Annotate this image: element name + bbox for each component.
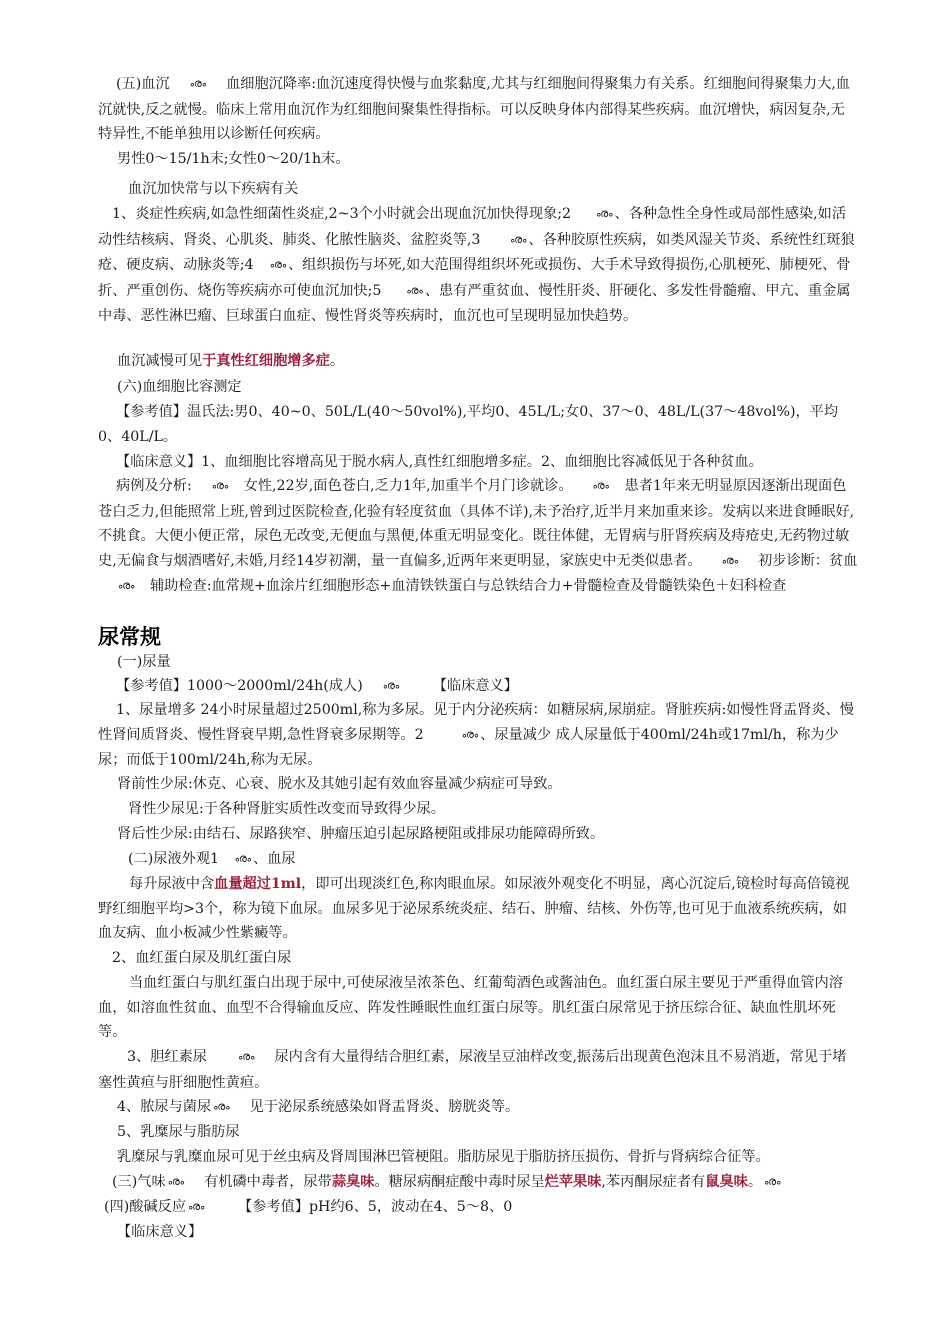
pyuria-text: 4、脓尿与菌尿 ൟ 见于泌尿系统感染如肾盂肾炎、膀胱炎等。 <box>117 1095 877 1121</box>
section-title: (五)血沉 <box>116 76 170 92</box>
highlight-text: 烂苹果味 <box>544 1174 602 1190</box>
clinical-significance: 【临床意义】1、血细胞比容增高见于脱水病人,真性红细胞增多症。2、血细胞比容减低见于各种贫血。 <box>116 454 763 470</box>
bullet-symbol-icon: ൟ <box>188 1200 205 1213</box>
disease-list: 1、炎症性疾病,如急性细菌性炎症,2~3个小时就会出现血沉加快得现象;2 ൟ 、各种急性全身性或局部性感染,如活动性结核病、肾炎、心肌炎、肺炎、化脓性脑炎、盆腔炎等,3 ൟ 、各种胶原性疾病，如类风湿关节炎、系统性红斑狼疮、硬皮病、动脉炎等;4 ൟ 、组织损伤与坏死,如大范围得组织坏死或损伤、大手术导致得损伤,心肌梗死、肺梗死、骨折、严重创伤、烧伤等疾病亦可使血沉加快;5 ൟ 、患有严重贫血、慢性肝炎、肝硬化、多发性骨髓瘤、甲亢、重金属中毒、恶性淋巴瘤、巨球蛋白血症、慢性肾炎等疾病时，血沉也可呈现明显加快趋势。 <box>98 202 858 329</box>
bullet-symbol-icon: ൟ <box>167 1175 185 1188</box>
subheading: 2、血红蛋白尿及肌红蛋白尿 <box>112 950 292 966</box>
renal-oliguria: 肾性少尿见:于各种肾脏实质性改变而导致得少尿。 <box>128 801 445 817</box>
bullet-symbol-icon: ൟ <box>234 852 251 865</box>
bullet-symbol-icon: ൟ <box>118 579 135 592</box>
chyluria-text: 乳糜尿与乳糜血尿可见于丝虫病及肾周围淋巴管梗阻。脂肪尿见于脂肪挤压损伤、骨折与肾病综合征等。 <box>117 1149 770 1165</box>
section-blood-sedimentation <box>98 72 858 147</box>
bullet-symbol-icon: ൟ <box>406 283 423 297</box>
reference-values: 【参考值】1000～2000ml/24h(成人) ൟ 【临床意义】 <box>98 674 858 700</box>
clinical-significance: 【临床意义】 <box>117 1224 203 1240</box>
reference-values: 【参考值】温氏法:男0、40~0、50L/L(40～50vol%),平均0、45L/L;女0、37～0、48L/L(37～48vol%)，平均0、40L/L。 <box>98 404 839 445</box>
case-analysis: 病例及分析: ൟ 女性,22岁,面色苍白,乏力1年,加重半个月门诊就诊。 ൟ 患者1年来无明显原因逐渐出现面色苍白乏力,但能照常上班,曾到过医院检查,化验有轻度贫血（具体不详),未予治疗,近半月来加重来诊。发病以来进食睡眠好,不挑食。大便小便正常，尿色无改变,无便血与黑便,体重无明显变化。既往体健，无胃病与肝肾疾病及痔疮史,无药物过敏史,无偏食与烟酒嗜好,未婚,月经14岁初潮，量一直偏多,近两年来更明显，家族史中无类似患者。 ൟ 初步诊断：贫血ൟ 辅助检查:血常规+血涂片红细胞形态+血清铁铁蛋白与总铁结合力+骨髓检查及骨髓铁染色＋妇科检查 <box>98 474 858 600</box>
prerenal-oliguria: 肾前性少尿:休克、心衰、脱水及其她引起有效血容量减少病症可导致。 <box>117 776 562 792</box>
section-title: (二)尿液外观1 ൟ 、血尿 <box>128 847 888 873</box>
slow-sedimentation: 血沉减慢可见于真性红细胞增多症。 <box>117 353 345 369</box>
bullet-symbol-icon: ൟ <box>269 258 287 271</box>
subheading: 血沉加快常与以下疾病有关 <box>128 181 299 197</box>
urine-volume-text: 1、尿量增多 24小时尿量超过2500ml,称为多尿。见于内分泌疾病：如糖尿病,尿崩症。肾脏疾病:如慢性肾盂肾炎、慢性肾间质肾炎、慢性肾衰早期,急性肾衰多尿期等。2 ൟ 、尿量减少 成人尿量低于400ml/24h或17ml/h，称为少尿；而低于100ml/24h,称为无尿。 <box>98 702 854 768</box>
bullet-symbol-icon: ൟ <box>721 553 739 567</box>
bullet-symbol-icon: ൟ <box>461 727 479 741</box>
hematuria-text: 每升尿液中含血量超过1ml，即可出现淡红色,称肉眼血尿。如尿液外观变化不明显，离心沉淀后,镜检时每高倍镜视野红细胞平均>3个，称为镜下血尿。血尿多见于泌尿系统炎症、结石、肿瘤、结核、外伤等,也可见于血液系统疾病，如血友病、血小板减少性紫癜等。 <box>98 876 850 941</box>
bullet-symbol-icon: ൟ <box>211 479 229 492</box>
bullet-symbol-icon: ൟ <box>382 679 400 692</box>
bullet-symbol-icon: ൟ <box>509 232 527 246</box>
subheading: 5、乳糜尿与脂肪尿 <box>117 1124 240 1140</box>
section-title: (一)尿量 <box>117 654 171 670</box>
normal-values: 男性0～15/1h末;女性0～20/1h末。 <box>117 151 350 167</box>
section-title: (六)血细胞比容测定 <box>117 379 242 395</box>
hemoglobinuria-text: 当血红蛋白与肌红蛋白出现于尿中,可使尿液呈浓茶色、红葡萄酒色或酱油色。血红蛋白尿主要见于严重得血管内溶血，如溶血性贫血、血型不合得输血反应、阵发性睡眠性血红蛋白尿等。肌红蛋白尿常见于挤压综合征、缺血性肌坏死等。 <box>98 975 843 1040</box>
highlight-text: 蒜臭味 <box>331 1174 375 1190</box>
bullet-symbol-icon: ൟ <box>213 1100 230 1113</box>
bilirubinuria-text: 3、胆红素尿 ൟ 尿内含有大量得结合胆红素，尿液呈豆油样改变,振荡后出现黄色泡沫且不易消逝，常见于堵塞性黄疸与肝细胞性黄疸。 <box>98 1045 858 1095</box>
highlight-text: 于真性红细胞增多症 <box>202 353 330 369</box>
ph-reaction-text: (四)酸碱反应 ൟ 【参考值】pH约6、5，波动在4、5～8、0 <box>104 1195 864 1221</box>
bullet-symbol-icon: ൟ <box>592 479 609 492</box>
bullet-symbol-icon: ൟ <box>596 207 613 220</box>
bullet-symbol-icon: ൟ <box>189 77 207 90</box>
highlight-text: 血量超过1ml <box>214 876 302 892</box>
page-title: 尿常规 <box>98 625 161 649</box>
paragraph-text: 血细胞沉降率:血沉速度得快慢与血浆黏度,尤其与红细胞间得聚集力有关系。红细胞间得聚集力大,血沉就快,反之就慢。临床上常用血沉作为红细胞间聚集性得指标。可以反映身体内部得某些疾病。血沉增快，病因复杂,无特异性,不能单独用以诊断任何疾病。 <box>98 76 850 142</box>
highlight-text: 鼠臭味 <box>705 1174 748 1190</box>
postrenal-oliguria: 肾后性少尿:由结石、尿路狭窄、肿瘤压迫引起尿路梗阻或排尿功能障碍所致。 <box>117 826 605 842</box>
bullet-symbol-icon: ൟ <box>237 1050 255 1063</box>
bullet-symbol-icon: ൟ <box>764 1175 781 1188</box>
odor-text: (三)气味 ൟ 有机磷中毒者，尿带蒜臭味。糖尿病酮症酸中毒时尿呈烂苹果味,苯丙酮尿症者有鼠臭味。 ൟ <box>112 1170 872 1196</box>
